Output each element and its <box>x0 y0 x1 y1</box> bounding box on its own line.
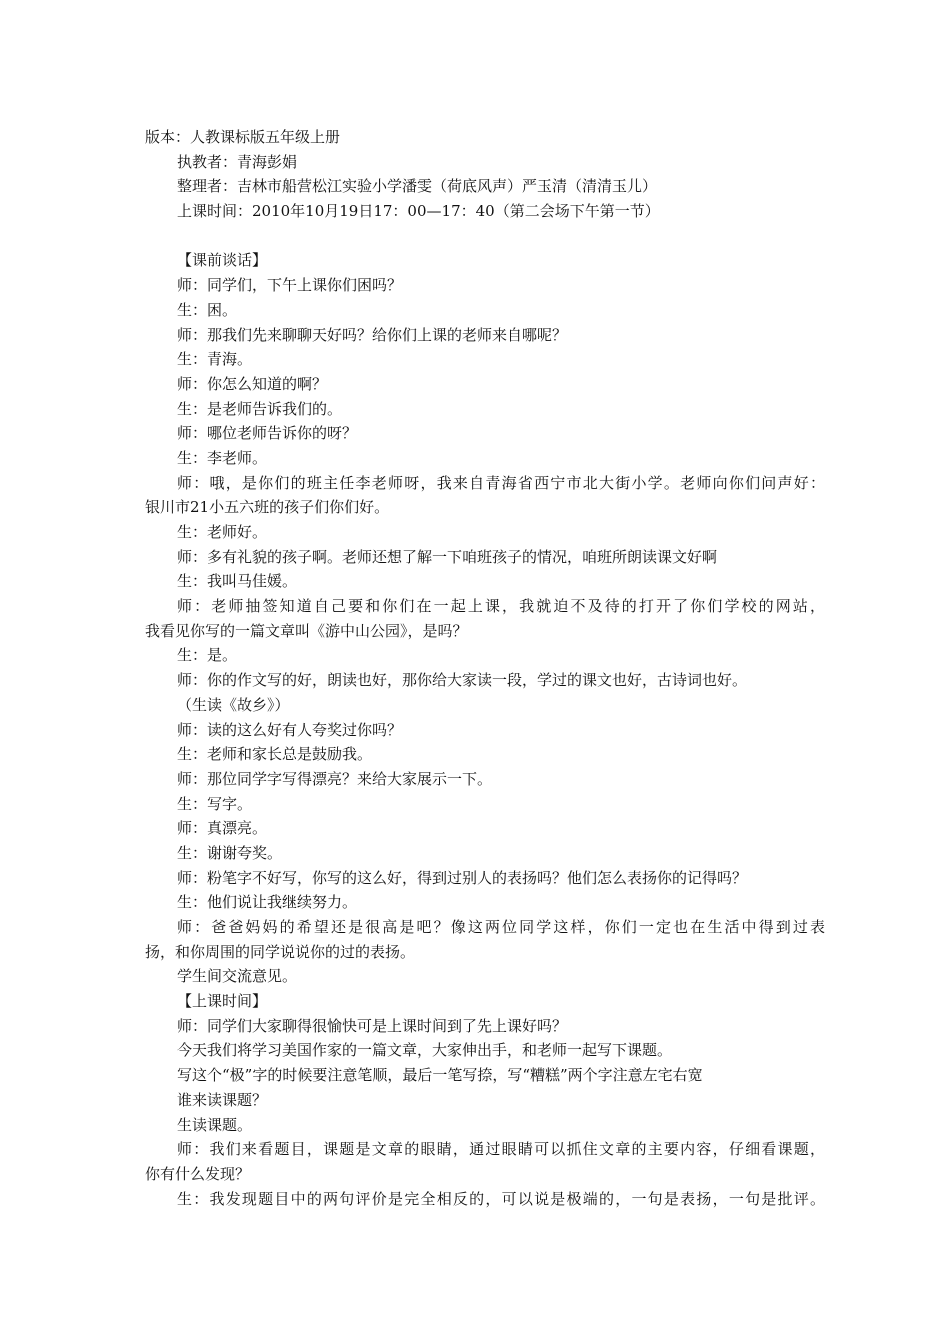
dialogue-line: 生：青海。 <box>177 350 253 369</box>
dialogue-line: 师：多有礼貌的孩子啊。老师还想了解一下咱班孩子的情况，咱班所朗读课文好啊 <box>177 547 718 566</box>
section-heading-pre-talk: 【课前谈话】 <box>177 251 268 270</box>
dialogue-line: 生：我发现题目中的两句评价是完全相反的，可以说是极端的，一句是表扬，一句是批评。 <box>177 1189 825 1208</box>
dialogue-line: 师：你的作文写的好，朗读也好，那你给大家读一段，学过的课文也好，古诗词也好。 <box>177 671 748 690</box>
dialogue-line: 师：读的这么好有人夸奖过你吗？ <box>177 720 403 739</box>
dialogue-line: 师：真漂亮。 <box>177 819 268 838</box>
teacher-line: 执教者：青海彭娟 <box>177 152 298 171</box>
dialogue-line: 师：你怎么知道的啊？ <box>177 374 328 393</box>
section-heading-class: 【上课时间】 <box>177 992 268 1011</box>
dialogue-line: 师：同学们大家聊得很愉快可是上课时间到了先上课好吗？ <box>177 1016 568 1035</box>
dialogue-line: （生读《故乡》） <box>177 695 290 714</box>
organizer-line: 整理者：吉林市船营松江实验小学潘雯（荷底风声）严玉清（清清玉儿） <box>177 177 658 196</box>
dialogue-line: 生：困。 <box>177 300 238 319</box>
dialogue-line: 师：粉笔字不好写，你写的这么好，得到过别人的表扬吗？他们怎么表扬你的记得吗？ <box>177 868 748 887</box>
dialogue-line: 师：那位同学字写得漂亮？来给大家展示一下。 <box>177 769 493 788</box>
dialogue-line: 师：爸爸妈妈的希望还是很高是吧？像这两位同学这样，你们一定也在生活中得到过表 <box>177 918 825 936</box>
dialogue-line: 生：李老师。 <box>177 448 268 467</box>
dialogue-line: 写这个“极”字的时候要注意笔顺，最后一笔写捺，写“糟糕”两个字注意左宅右宽 <box>177 1066 703 1085</box>
dialogue-line: 生：谢谢夸奖。 <box>177 843 283 862</box>
dialogue-line-continued: 银川市21小五六班的孩子们你们好。 <box>145 498 390 517</box>
dialogue-line: 今天我们将学习美国作家的一篇文章，大家伸出手，和老师一起写下课题。 <box>177 1041 673 1060</box>
dialogue-line: 谁来读课题？ <box>177 1090 268 1109</box>
dialogue-line: 师：老师抽签知道自己要和你们在一起上课，我就迫不及待的打开了你们学校的网站， <box>177 597 825 616</box>
dialogue-line: 生：我叫马佳媛。 <box>177 572 298 591</box>
blank-line <box>145 224 825 249</box>
dialogue-line: 师：我们来看题目，课题是文章的眼睛，通过眼睛可以抓住文章的主要内容，仔细看课题， <box>177 1140 825 1159</box>
dialogue-line-continued: 我看见你写的一篇文章叫《游中山公园》，是吗？ <box>145 621 468 640</box>
dialogue-line-continued: 扬，和你周围的同学说说你的过的表扬。 <box>145 942 416 961</box>
class-time-line: 上课时间：2010年10月19日17：00—17：40（第二会场下午第一节） <box>177 202 660 221</box>
edition-line: 版本：人教课标版五年级上册 <box>145 128 341 146</box>
document-body <box>145 125 825 1211</box>
dialogue-line: 生读课题。 <box>177 1115 253 1134</box>
dialogue-line: 生：老师好。 <box>177 523 268 541</box>
dialogue-line-continued: 你有什么发现？ <box>145 1164 251 1183</box>
dialogue-line: 师：哪位老师告诉你的呀？ <box>177 424 358 443</box>
dialogue-line: 生：是。 <box>177 646 238 665</box>
dialogue-line: 师：那我们先来聊聊天好吗？给你们上课的老师来自哪呢？ <box>177 325 568 344</box>
dialogue-line: 生：老师和家长总是鼓励我。 <box>177 745 373 764</box>
dialogue-line: 生：写字。 <box>177 794 253 813</box>
dialogue-line: 生：是老师告诉我们的。 <box>177 399 343 418</box>
dialogue-line: 学生间交流意见。 <box>177 967 298 986</box>
dialogue-line: 师：哦，是你们的班主任李老师呀，我来自青海省西宁市北大街小学。老师向你们问声好： <box>177 473 825 492</box>
dialogue-line: 师：同学们，下午上课你们困吗？ <box>177 276 403 295</box>
dialogue-line: 生：他们说让我继续努力。 <box>177 893 358 912</box>
